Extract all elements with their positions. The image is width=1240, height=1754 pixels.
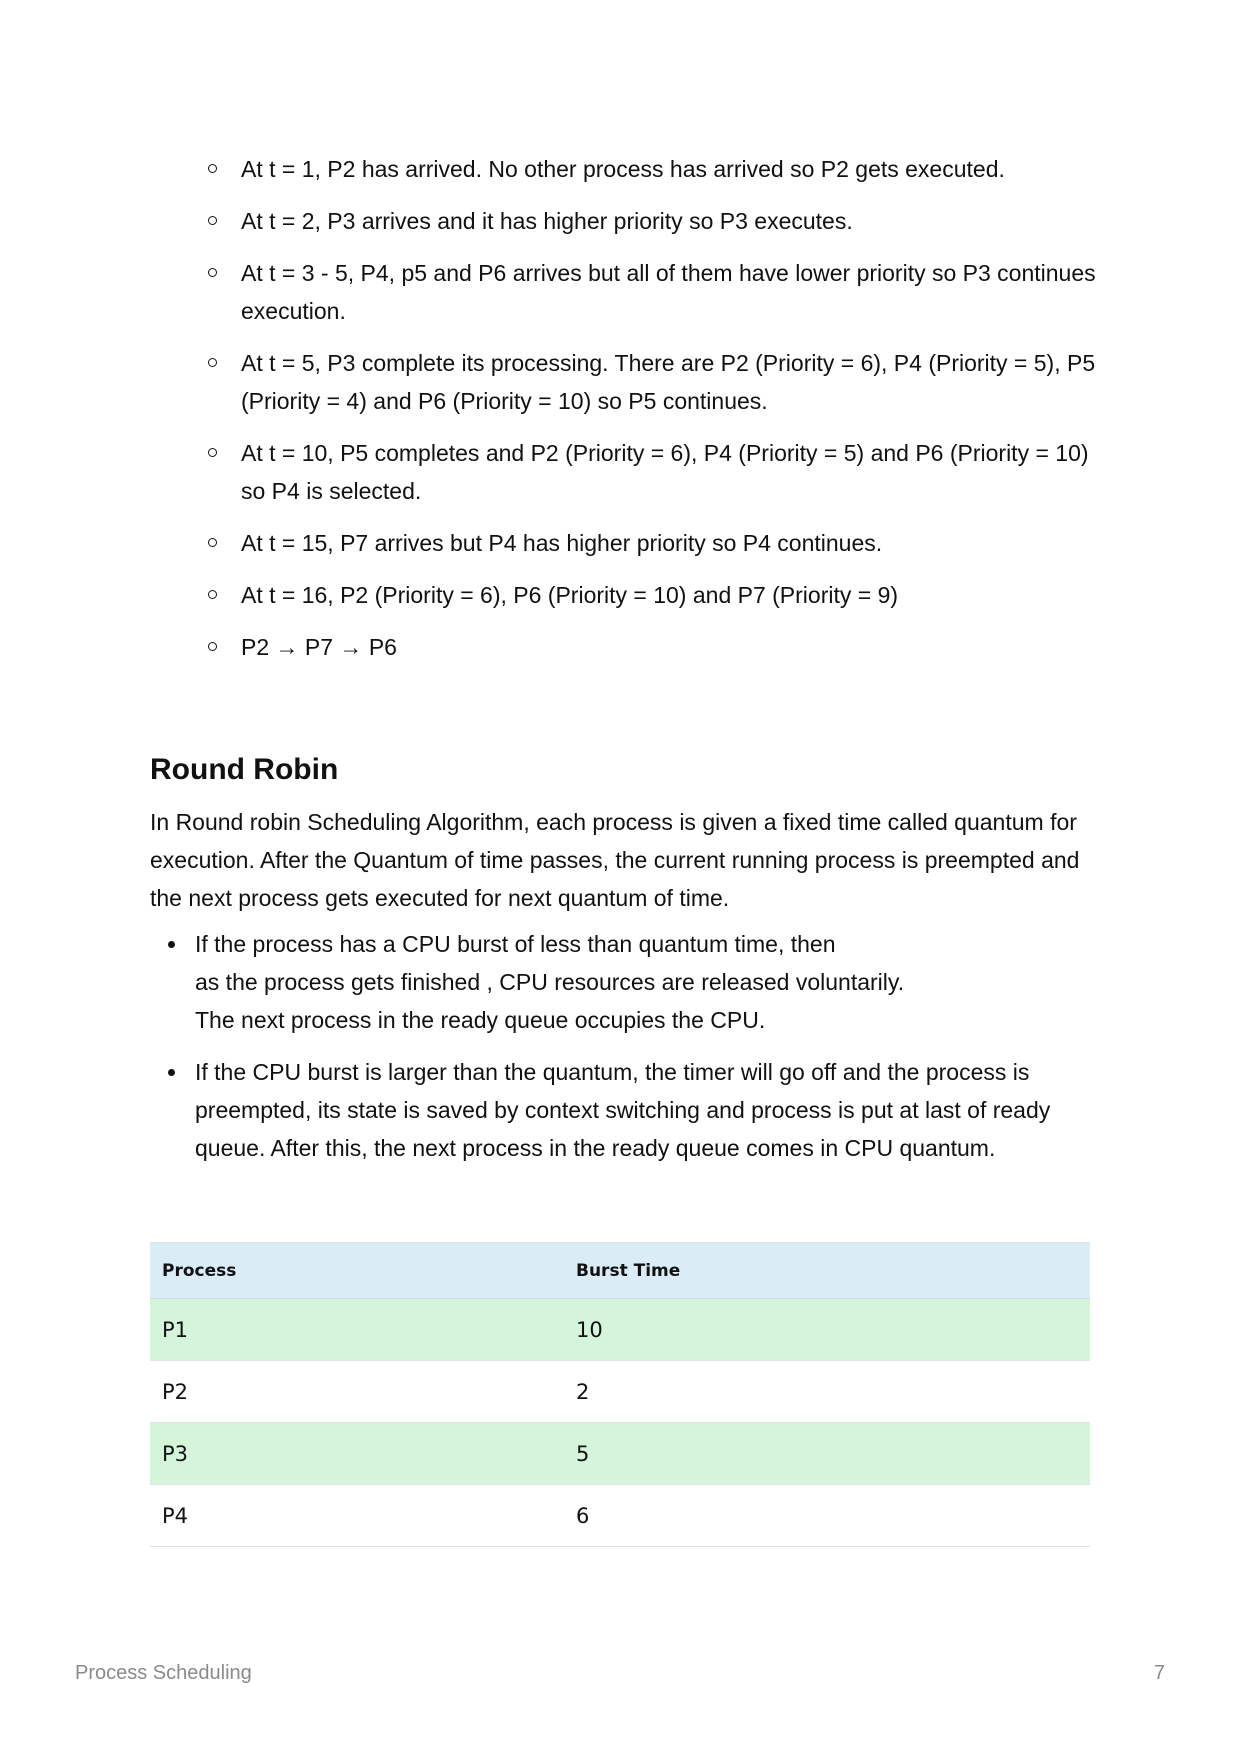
list-item: At t = 2, P3 arrives and it has higher priority so P3 executes. bbox=[205, 202, 1105, 240]
column-header-burst-time: Burst Time bbox=[564, 1243, 1090, 1299]
list-item: At t = 3 - 5, P4, p5 and P6 arrives but all of them have lower priority so P3 continues execution. bbox=[205, 254, 1105, 330]
hollow-bullet-icon bbox=[208, 590, 217, 599]
hollow-bullet-icon bbox=[208, 164, 217, 173]
footer-title: Process Scheduling bbox=[75, 1662, 252, 1684]
hollow-bullet-icon bbox=[208, 642, 217, 651]
column-header-process: Process bbox=[150, 1243, 564, 1299]
list-item: At t = 10, P5 completes and P2 (Priority = 6), P4 (Priority = 5) and P6 (Priority = 10) so P4 is selected. bbox=[205, 434, 1105, 510]
page-number: 7 bbox=[1153, 1662, 1165, 1684]
table-row bbox=[150, 1299, 1090, 1361]
table-cell: 6 bbox=[564, 1485, 1090, 1547]
table-header-row bbox=[150, 1243, 1090, 1299]
section-intro: In Round robin Scheduling Algorithm, each process is given a fixed time called quantum for execution. After the Quantum of time passes, the current running process is preempted and the next process gets executed for next quantum of time. bbox=[150, 809, 1080, 911]
list-item: P2 → P7 → P6 bbox=[205, 628, 1105, 666]
burst-time-table bbox=[150, 1242, 1090, 1547]
round-robin-rules-list bbox=[150, 925, 1100, 1181]
table-cell: P3 bbox=[150, 1423, 564, 1485]
table-row bbox=[150, 1423, 1090, 1485]
hollow-bullet-icon bbox=[208, 448, 217, 457]
table-cell: 5 bbox=[564, 1423, 1090, 1485]
list-item: If the CPU burst is larger than the quantum, the timer will go off and the process is preempted, its state is saved by context switching and process is put at last of ready queue. After this, the next process in the ready queue comes in CPU quantum. bbox=[150, 1053, 1100, 1167]
hollow-bullet-icon bbox=[208, 268, 217, 277]
list-item: At t = 16, P2 (Priority = 6), P6 (Priority = 10) and P7 (Priority = 9) bbox=[205, 576, 1105, 614]
table-row bbox=[150, 1361, 1090, 1423]
bullet-icon bbox=[168, 1069, 175, 1076]
table-cell: P2 bbox=[150, 1361, 564, 1423]
table-cell: 10 bbox=[564, 1299, 1090, 1361]
table-cell: P1 bbox=[150, 1299, 564, 1361]
list-item: At t = 5, P3 complete its processing. There are P2 (Priority = 6), P4 (Priority = 5), P5 (Priority = 4) and P6 (Priority = 10) so P5 continues. bbox=[205, 344, 1105, 420]
list-item: At t = 1, P2 has arrived. No other process has arrived so P2 gets executed. bbox=[205, 150, 1105, 188]
hollow-bullet-icon bbox=[208, 216, 217, 225]
section-title: Round Robin bbox=[150, 753, 339, 786]
list-item: At t = 15, P7 arrives but P4 has higher priority so P4 continues. bbox=[205, 524, 1105, 562]
list-item: If the process has a CPU burst of less than quantum time, then as the process gets finished , CPU resources are released voluntarily. The next process in the ready queue occupies the CPU. bbox=[150, 925, 1100, 1039]
bullet-icon bbox=[168, 941, 175, 948]
table-row bbox=[150, 1485, 1090, 1547]
table-cell: P4 bbox=[150, 1485, 564, 1547]
hollow-bullet-icon bbox=[208, 538, 217, 547]
hollow-bullet-icon bbox=[208, 358, 217, 367]
priority-steps-list bbox=[205, 150, 1105, 680]
table-cell: 2 bbox=[564, 1361, 1090, 1423]
